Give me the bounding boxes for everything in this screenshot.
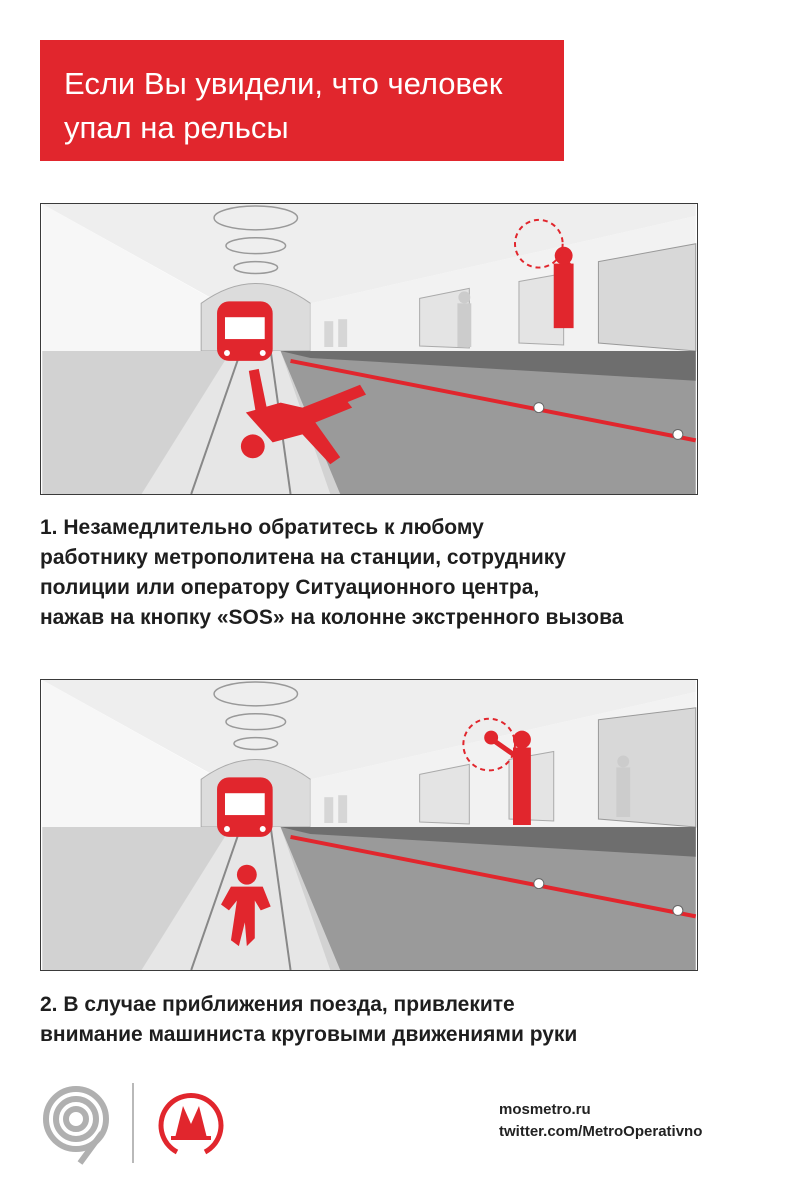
metro-logo — [155, 1086, 227, 1160]
step-1-line-3: полиции или оператору Ситуационного центра, — [40, 576, 540, 599]
illustration-signal-driver — [40, 679, 698, 971]
contacts — [499, 1099, 702, 1143]
step-1-line-2: работнику метрополитена на станции, сотруднику — [40, 546, 566, 569]
twitter-link[interactable]: twitter.com/MetroOperativno — [499, 1123, 703, 1140]
title-line-2: упал на рельсы — [64, 110, 289, 145]
station-scene-2 — [41, 680, 697, 970]
illustration-fallen-person — [40, 203, 698, 495]
step-2-line-1: 2. В случае приближения поезда, привлеките — [40, 993, 515, 1016]
title-banner — [40, 40, 564, 161]
station-scene-1 — [41, 204, 697, 494]
step-2-line-2: внимание машиниста круговыми движениями руки — [40, 1023, 578, 1046]
footer-divider — [132, 1083, 134, 1163]
moscow-transport-logo — [40, 1083, 110, 1165]
step-2-text — [40, 990, 740, 1050]
step-1-text — [40, 513, 740, 633]
step-1-line-4: нажав на кнопку «SOS» на колонне экстренного вызова — [40, 606, 624, 629]
title-line-1: Если Вы увидели, что человек — [64, 66, 503, 101]
site-link[interactable]: mosmetro.ru — [499, 1101, 591, 1118]
step-1-line-1: 1. Незамедлительно обратитесь к любому — [40, 516, 484, 539]
